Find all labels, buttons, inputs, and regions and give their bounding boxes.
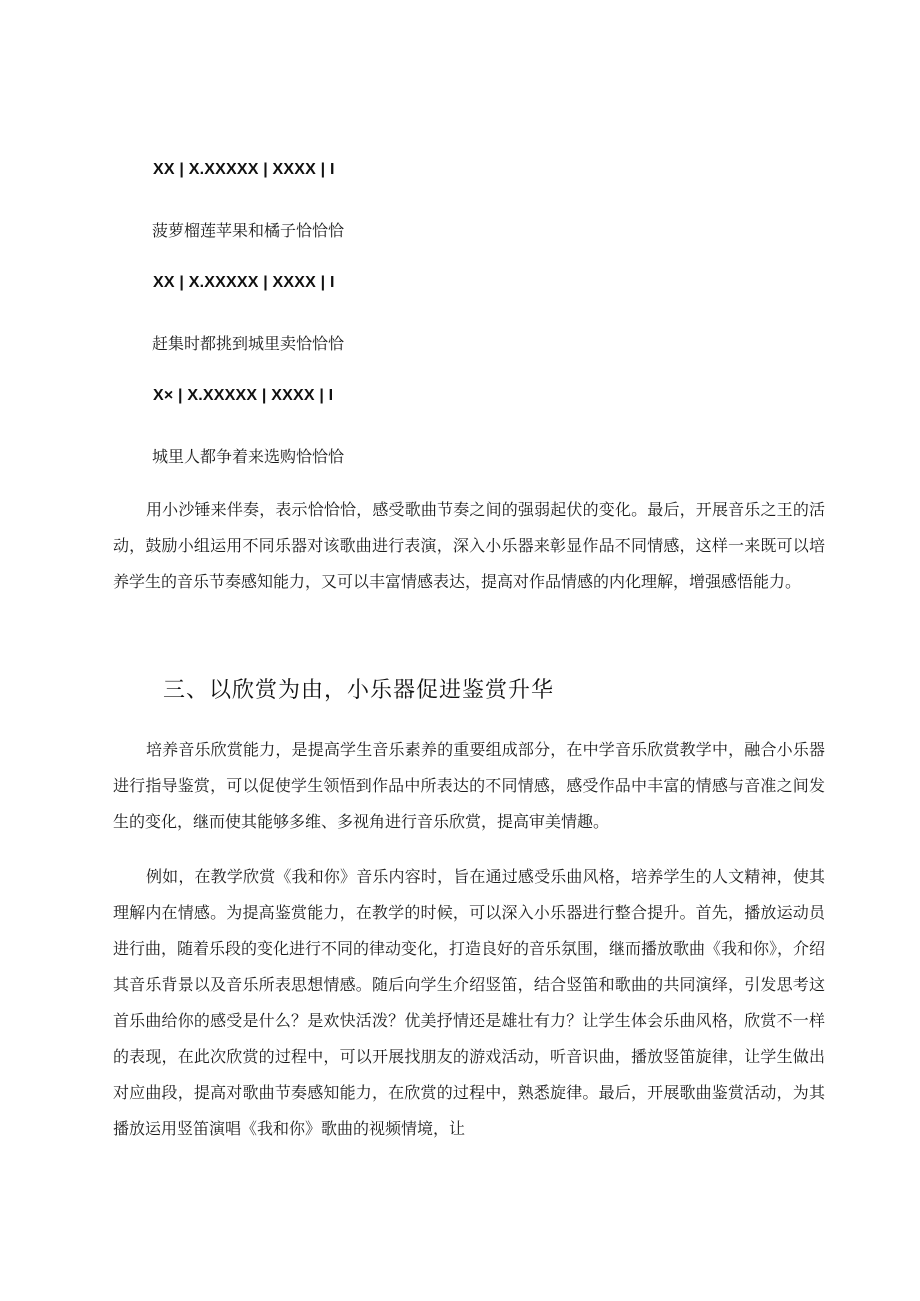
body-paragraph-1: 用小沙锤来伴奏，表示恰恰恰，感受歌曲节奏之间的强弱起伏的变化。最后，开展音乐之王的活动，鼓励小组运用不同乐器对该歌曲进行表演，深入小乐器来彰显作品不同情感，这样一来既可以培养学生的音乐节奏感知能力，又可以丰富情感表达，提高对作品情感的内化理解，增强感悟能力。 — [113, 500, 825, 591]
rhythm-notation-line-2: XX | X.XXXXX | XXXX | I — [153, 274, 335, 291]
lyric-line-2: 赶集时都挑到城里卖恰恰恰 — [152, 334, 345, 353]
body-paragraph-3: 例如，在教学欣赏《我和你》音乐内容时，旨在通过感受乐曲风格，培养学生的人文精神，使其理解内在情感。为提高鉴赏能力，在教学的时候，可以深入小乐器进行整合提升。首先，播放运动员进行曲，随着乐段的变化进行不同的律动变化，打造良好的音乐氛围，继而播放歌曲《我和你》，介绍其音乐背景以及音乐所表思想情感。随后向学生介绍竖笛，结合竖笛和歌曲的共同演绎，引发思考这首乐曲给你的感受是什么？是欢快活泼？优美抒情还是雄壮有力？让学生体会乐曲风格，欣赏不一样的表现，在此次欣赏的过程中，可以开展找朋友的游戏活动，听音识曲，播放竖笛旋律，让学生做出对应曲段，提高对歌曲节奏感知能力，在欣赏的过程中，熟悉旋律。最后，开展歌曲鉴赏活动，为其播放运用竖笛演唱《我和你》歌曲的视频情境，让 — [113, 867, 826, 1138]
rhythm-notation-line-1: XX | X.XXXXX | XXXX | I — [153, 161, 335, 178]
rhythm-notation-line-3: X× | X.XXXXX | XXXX | I — [153, 387, 334, 404]
lyric-line-1: 菠萝榴莲苹果和橘子恰恰恰 — [152, 221, 345, 240]
body-paragraph-2: 培养音乐欣赏能力，是提高学生音乐素养的重要组成部分，在中学音乐欣赏教学中，融合小乐器进行指导鉴赏，可以促使学生领悟到作品中所表达的不同情感，感受作品中丰富的情感与音准之间发生的变化，继而使其能够多维、多视角进行音乐欣赏，提高审美情趣。 — [113, 740, 825, 831]
lyric-line-3: 城里人都争着来选购恰恰恰 — [152, 447, 345, 466]
section-heading: 三、以欣赏为由，小乐器促进鉴赏升华 — [163, 678, 555, 703]
